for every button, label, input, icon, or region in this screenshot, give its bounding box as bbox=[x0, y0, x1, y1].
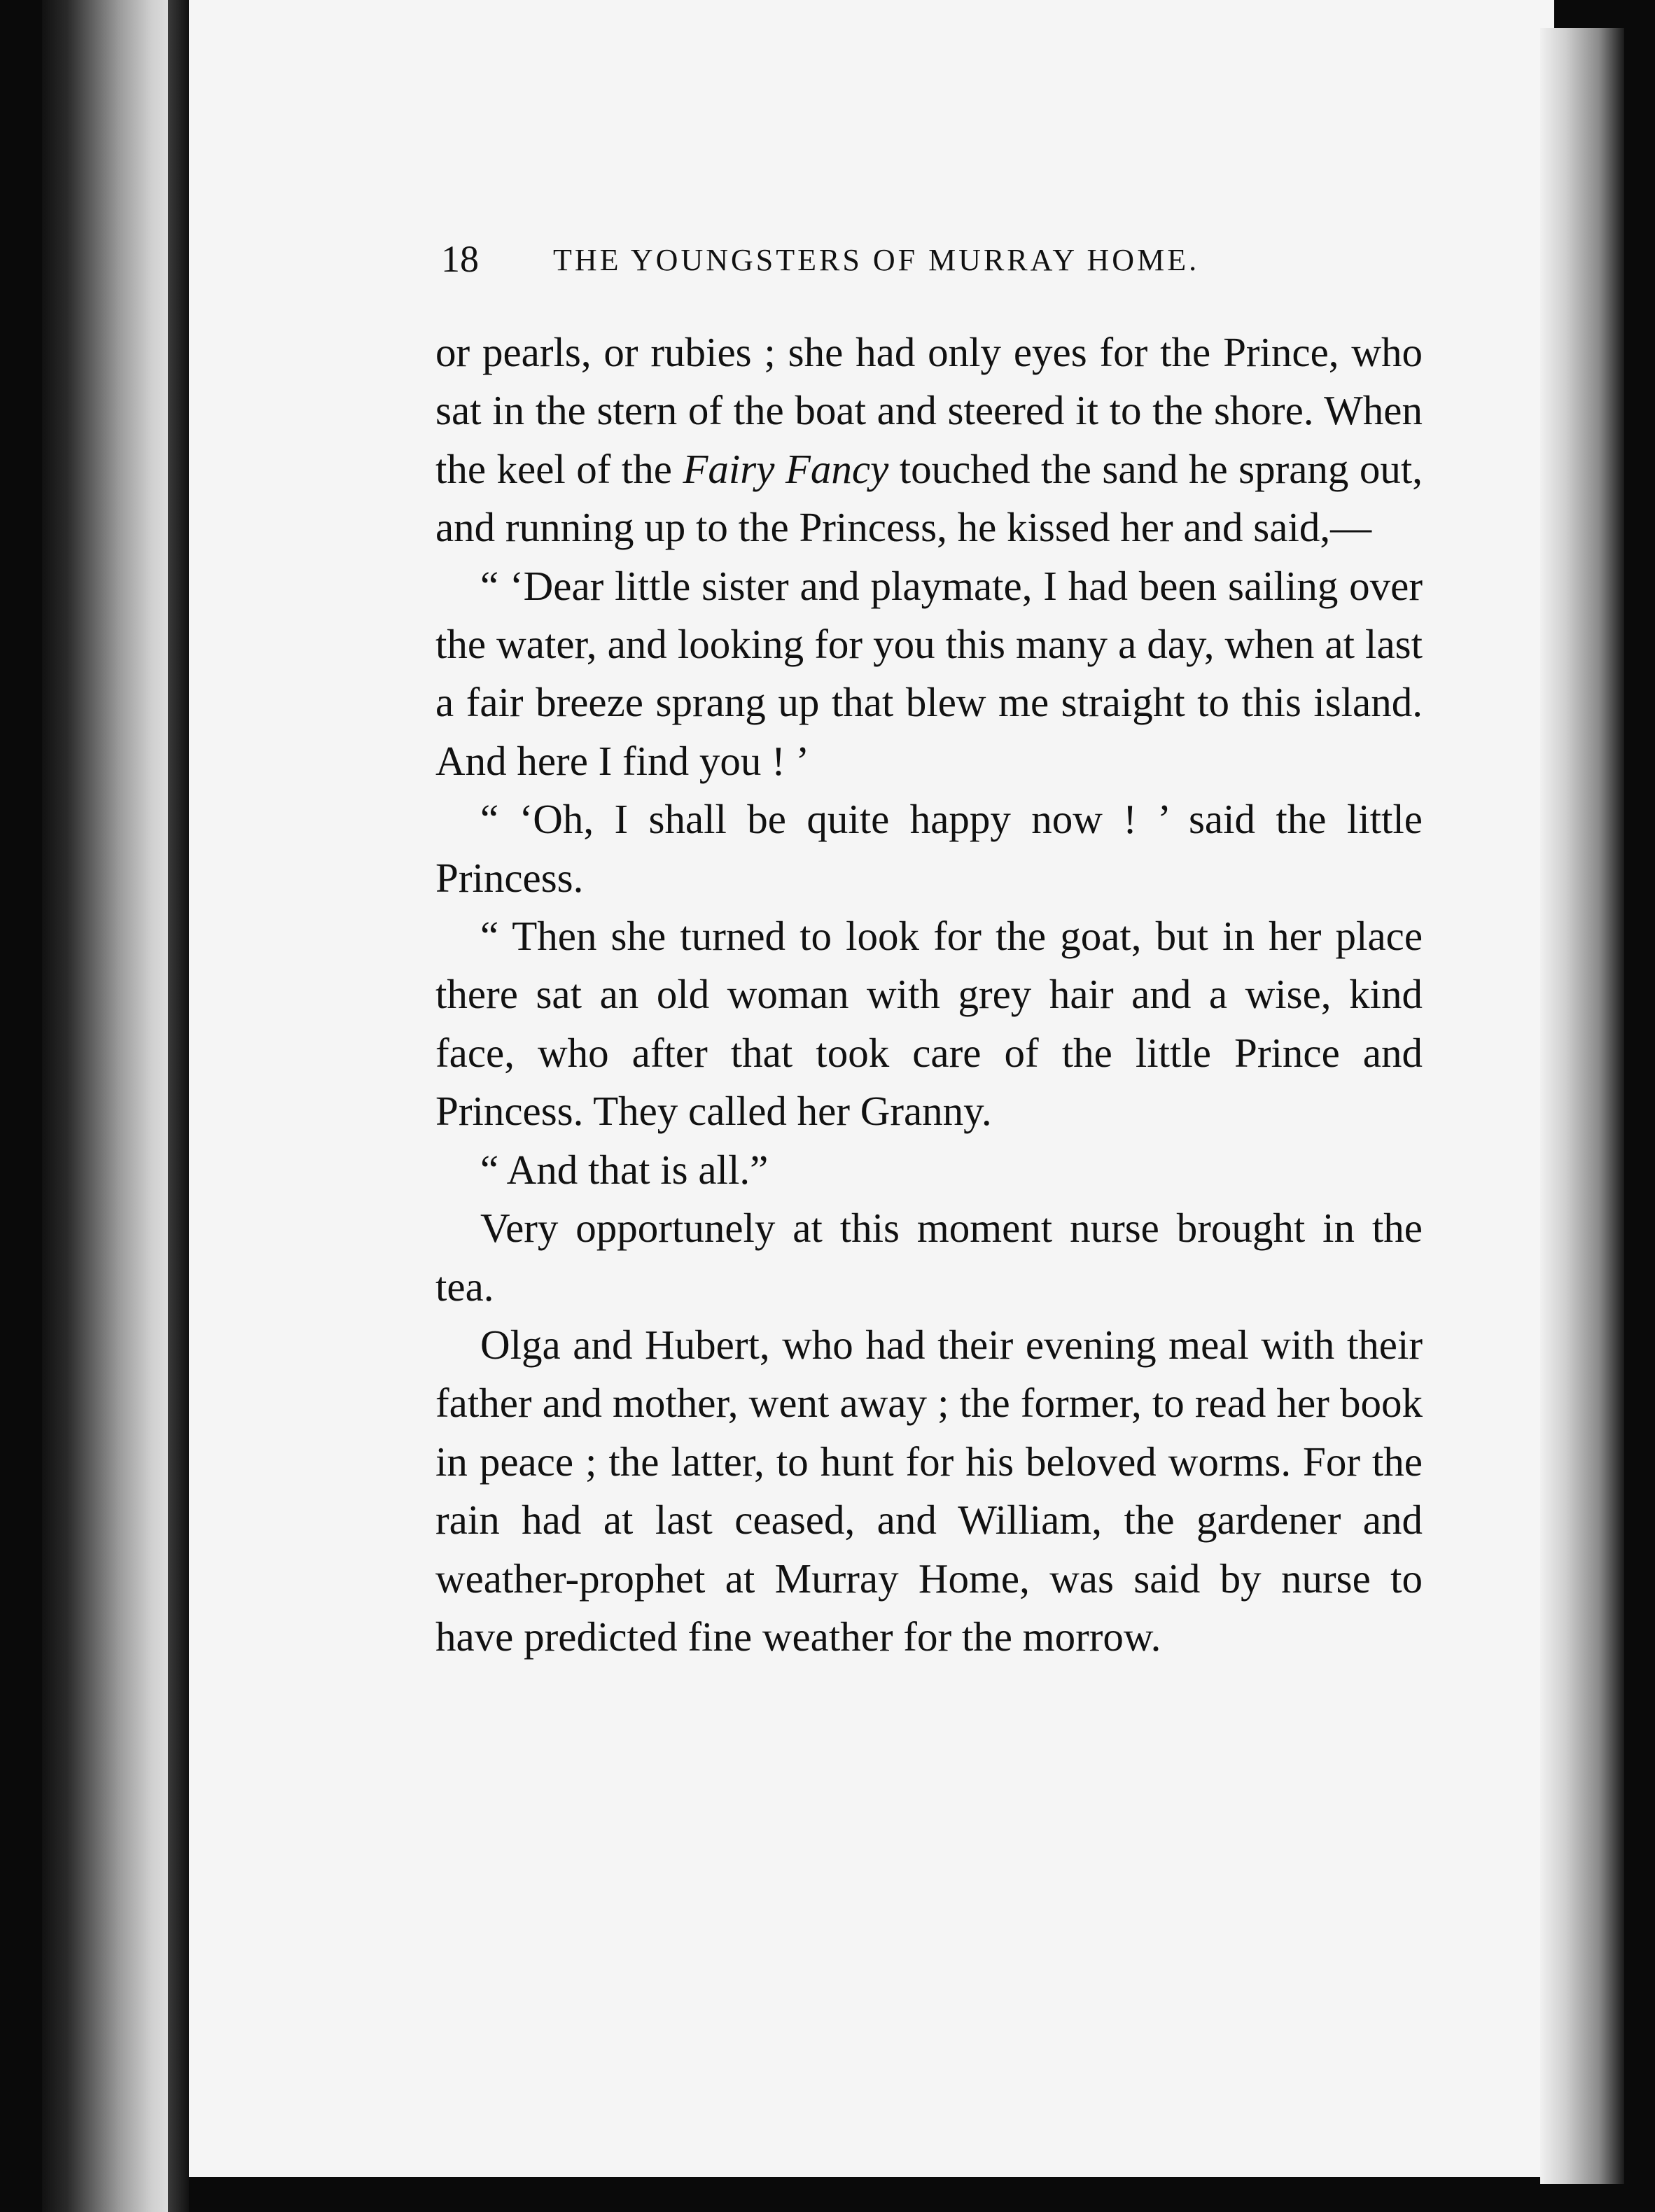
running-head: THE YOUNGSTERS OF MURRAY HOME. bbox=[553, 243, 1200, 277]
paragraph-3: “ ‘Oh, I shall be quite happy now ! ’ said the little Princess. bbox=[435, 796, 1423, 901]
body-text bbox=[435, 323, 1423, 1666]
paragraph-2: “ ‘Dear little sister and playmate, I had been sailing over the water, and looking for you this many a day, when at last a fair breeze sprang up that blew me straight to this island. And here I find you ! ’ bbox=[435, 562, 1423, 784]
book-binding bbox=[42, 0, 182, 2212]
paragraph-7: Olga and Hubert, who had their evening meal with their father and mother, went away ; the former, to read her book in peace ; the latter, to hunt for his beloved worms. For the rain had at last ceased, and William, the gardener and weather-prophet at Murray Home, was said by nurse to have predicted fine weather for the morrow. bbox=[435, 1321, 1423, 1660]
paragraph-1-text-b: touched the sand he sprang out, and running up to the Princess, he kissed her and said,— bbox=[435, 445, 1423, 551]
binding-edge bbox=[168, 0, 189, 2212]
page-edge-shadow bbox=[1540, 28, 1624, 2184]
page-number: 18 bbox=[441, 238, 479, 280]
paragraph-4: “ Then she turned to look for the goat, but in her place there sat an old woman with grey hair and a wise, kind face, who after that took care of the little Prince and Princess. They called her Granny. bbox=[435, 913, 1423, 1135]
page-header bbox=[441, 238, 1428, 294]
paragraph-5: “ And that is all.” bbox=[480, 1146, 769, 1193]
paragraph-1 bbox=[435, 323, 1423, 557]
paragraph-6: Very opportunely at this moment nurse brought in the tea. bbox=[435, 1205, 1423, 1310]
boat-name: Fairy Fancy bbox=[683, 445, 889, 492]
paragraph-1-text-a: or pearls, or rubies ; she had only eyes for the Prince, who sat in the stern of the boat and steered it to the shore. When the keel of the bbox=[435, 329, 1423, 492]
